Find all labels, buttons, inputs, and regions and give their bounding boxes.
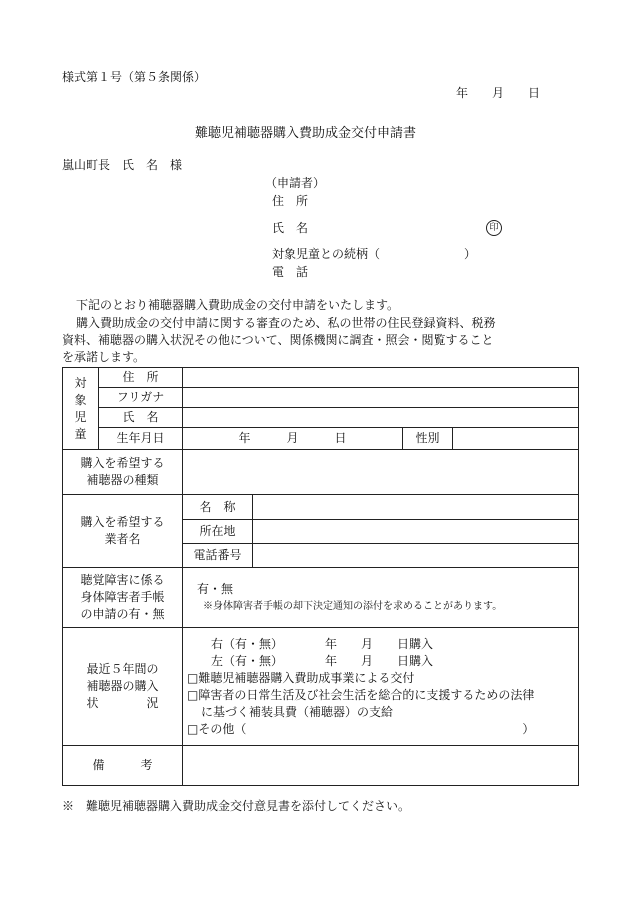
- applicant-header: （申請者）: [265, 176, 326, 190]
- option-welfare-law-cont: に基づく補装具費（補聴器）の支給: [201, 704, 394, 719]
- device-type-label: 購入を希望する 補聴器の種類: [63, 450, 183, 495]
- application-table: [62, 367, 579, 786]
- vendor-name-label: 名 称: [183, 495, 253, 520]
- date-line: 年 月 日: [456, 86, 541, 100]
- applicant-relation-label: 対象児童との続柄（ ）: [272, 247, 477, 261]
- remarks-label: 備 考: [63, 746, 183, 786]
- option-welfare-law[interactable]: □障害者の日常生活及び社会生活を総合的に支援するための法律: [187, 687, 535, 702]
- furigana-label: フリガナ: [99, 388, 183, 408]
- furigana-field[interactable]: [183, 388, 579, 408]
- left-ear-purchase[interactable]: 左（有・無） 年 月 日購入: [211, 653, 434, 668]
- vendor-name-field[interactable]: [253, 495, 579, 520]
- target-child-label: 対 象 児 童: [63, 368, 99, 450]
- intro-text-2-line-2: 資料、補聴器の購入状況その他について、関係機関に調査・照会・閲覧すること: [62, 333, 494, 347]
- option-other[interactable]: □その他（ ）: [187, 721, 535, 736]
- certificate-note: ※身体障害者手帳の却下決定通知の添付を求めることがあります。: [203, 600, 503, 612]
- option-subsidy-program[interactable]: □難聴児補聴器購入費助成事業による交付: [187, 670, 415, 685]
- addressee: 嵐山町長 氏 名 様: [62, 158, 183, 172]
- seal-text: 印: [486, 220, 502, 236]
- vendor-location-label: 所在地: [183, 520, 253, 544]
- child-address-label: 住 所: [99, 368, 183, 388]
- applicant-address-label: 住 所: [272, 194, 309, 208]
- device-type-field[interactable]: [183, 450, 579, 495]
- vendor-phone-label: 電話番号: [183, 544, 253, 568]
- footer-note: ※ 難聴児補聴器購入費助成金交付意見書を添付してください。: [62, 799, 411, 813]
- certificate-field: [183, 568, 579, 628]
- remarks-field[interactable]: [183, 746, 579, 786]
- child-address-field[interactable]: [183, 368, 579, 388]
- intro-text-2-line-3: を承諾します。: [62, 350, 146, 364]
- vendor-label: 購入を希望する 業者名: [63, 495, 183, 568]
- purchase-history-field: [183, 628, 579, 746]
- purchase-history-label: 最近５年間の 補聴器の購入 状 況: [63, 628, 183, 746]
- vendor-phone-field[interactable]: [253, 544, 579, 568]
- sex-field[interactable]: [453, 428, 579, 450]
- intro-text-2-line-1: 購入費助成金の交付申請に関する審査のため、私の世帯の住民登録資料、税務: [76, 316, 496, 330]
- child-name-label: 氏 名: [99, 408, 183, 428]
- applicant-name-label: 氏 名: [272, 221, 309, 235]
- page-title: 難聴児補聴器購入費助成金交付申請書: [195, 126, 417, 141]
- child-name-field[interactable]: [183, 408, 579, 428]
- birthdate-label: 生年月日: [99, 428, 183, 450]
- certificate-value[interactable]: 有・無: [197, 581, 234, 596]
- seal-mark: [486, 219, 502, 236]
- right-ear-purchase[interactable]: 右（有・無） 年 月 日購入: [211, 636, 434, 651]
- birthdate-field[interactable]: 年 月 日: [183, 428, 403, 450]
- certificate-label: 聴覚障害に係る 身体障害者手帳 の申請の有・無: [63, 568, 183, 628]
- applicant-phone-label: 電 話: [272, 265, 309, 279]
- sex-label: 性別: [403, 428, 453, 450]
- vendor-location-field[interactable]: [253, 520, 579, 544]
- intro-text-1: 下記のとおり補聴器購入費助成金の交付申請をいたします。: [76, 298, 400, 312]
- form-number: 様式第１号（第５条関係）: [62, 70, 207, 84]
